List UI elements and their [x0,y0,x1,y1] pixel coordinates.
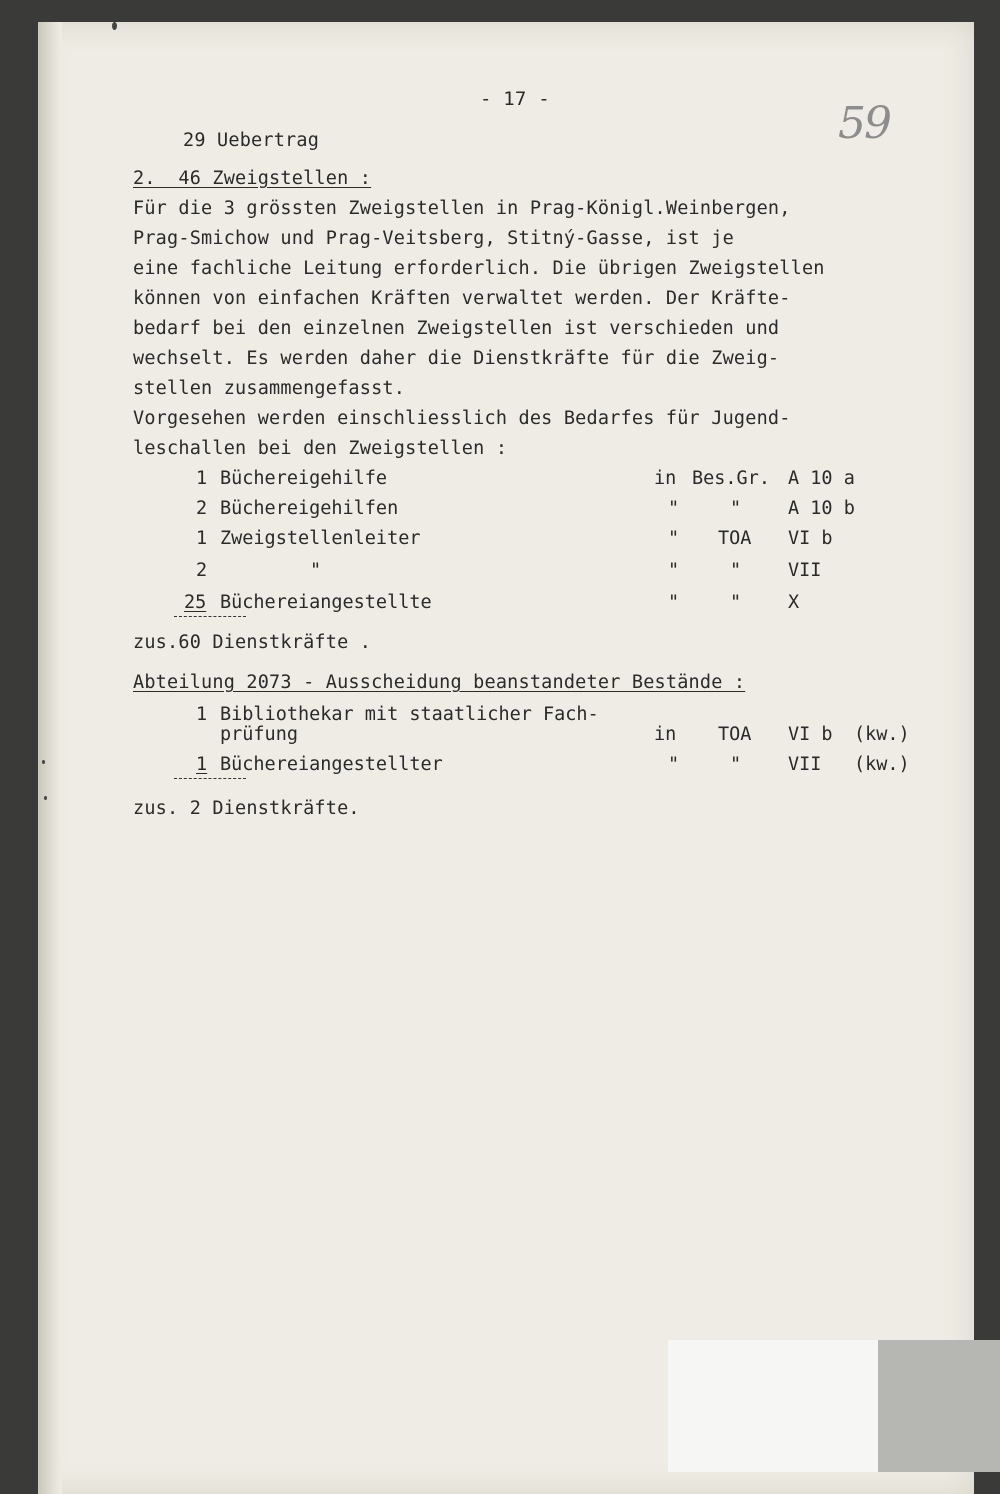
staff-col-in: " [668,592,680,613]
branches-total: zus.60 Dienstkräfte . [133,632,372,653]
staff-title: Büchereiangestellter [220,754,443,775]
staff-title: Zweigstellenleiter [220,528,421,549]
staff-col-in: " [668,528,680,549]
staff-title: " [310,560,322,581]
staff-count: 1 [196,468,208,489]
paper-speck [44,796,47,800]
paragraph-line: Prag-Smichow und Prag-Veitsberg, Stitný-Gasse, ist je [133,228,734,249]
paragraph-line: wechselt. Es werden daher die Dienstkräfte für die Zweig- [133,348,780,369]
staff-col-in: in [654,468,677,489]
staff-col-scale: " [730,560,742,581]
grey-calibration-patch [878,1340,1000,1472]
staff-note: (kw.) [854,724,910,745]
document-page [38,22,974,1494]
paragraph-line: stellen zusammengefasst. [133,378,406,399]
staff-col-in: in [654,724,677,745]
staff-count: 1 [196,528,208,549]
staff-col-scale: " [730,754,742,775]
staff-count: 25 [184,592,207,613]
page-number: - 17 - [480,88,550,110]
staff-title: Büchereigehilfen [220,498,399,519]
staff-title: Bibliothekar mit staatlicher Fach- [220,704,599,725]
paragraph-line: Vorgesehen werden einschliesslich des Bedarfes für Jugend- [133,408,791,429]
paragraph-line: eine fachliche Leitung erforderlich. Die übrigen Zweigstellen [133,258,825,279]
staff-count: 1 [196,704,208,725]
paragraph-line: bedarf bei den einzelnen Zweigstellen ist verschieden und [133,318,780,339]
staff-grade: VI b [788,528,833,549]
staff-title: Büchereiangestellte [220,592,432,613]
staff-note: (kw.) [854,754,910,775]
staff-col-scale: " [730,498,742,519]
paper-speck [112,22,117,30]
staff-title-continued: prüfung [220,724,298,745]
staff-grade: A 10 a [788,468,855,489]
staff-count: 2 [196,560,208,581]
carry-over-label: 29 Uebertrag [183,130,320,151]
staff-col-in: " [668,560,680,581]
staff-grade: VII [788,754,822,775]
white-calibration-patch [668,1340,878,1472]
staff-grade: A 10 b [788,498,855,519]
section-heading-branches: 2. 46 Zweigstellen : [133,168,372,189]
staff-count: 2 [196,498,208,519]
department-total: zus. 2 Dienstkräfte. [133,798,360,819]
paragraph-line: Für die 3 grössten Zweigstellen in Prag-Königl.Weinbergen, [133,198,791,219]
sum-rule [174,616,246,617]
staff-col-in: " [668,754,680,775]
paragraph-line: können von einfachen Kräften verwaltet werden. Der Kräfte- [133,288,791,309]
staff-col-in: " [668,498,680,519]
staff-grade: X [788,592,800,613]
staff-grade: VI b [788,724,833,745]
section-heading-department-2073: Abteilung 2073 - Ausscheidung beanstandeter Bestände : [133,672,746,693]
staff-col-scale: TOA [718,528,752,549]
handwritten-folio-number: 59 [838,98,890,149]
staff-title: Büchereigehilfe [220,468,388,489]
paragraph-line: leschallen bei den Zweigstellen : [133,438,508,459]
sum-rule [174,778,246,779]
page-spine-shadow [38,22,62,1494]
staff-count: 1 [196,754,208,775]
staff-col-scale: " [730,592,742,613]
staff-col-scale: Bes.Gr. [692,468,770,489]
staff-col-scale: TOA [718,724,752,745]
staff-grade: VII [788,560,822,581]
paper-speck [42,760,45,764]
